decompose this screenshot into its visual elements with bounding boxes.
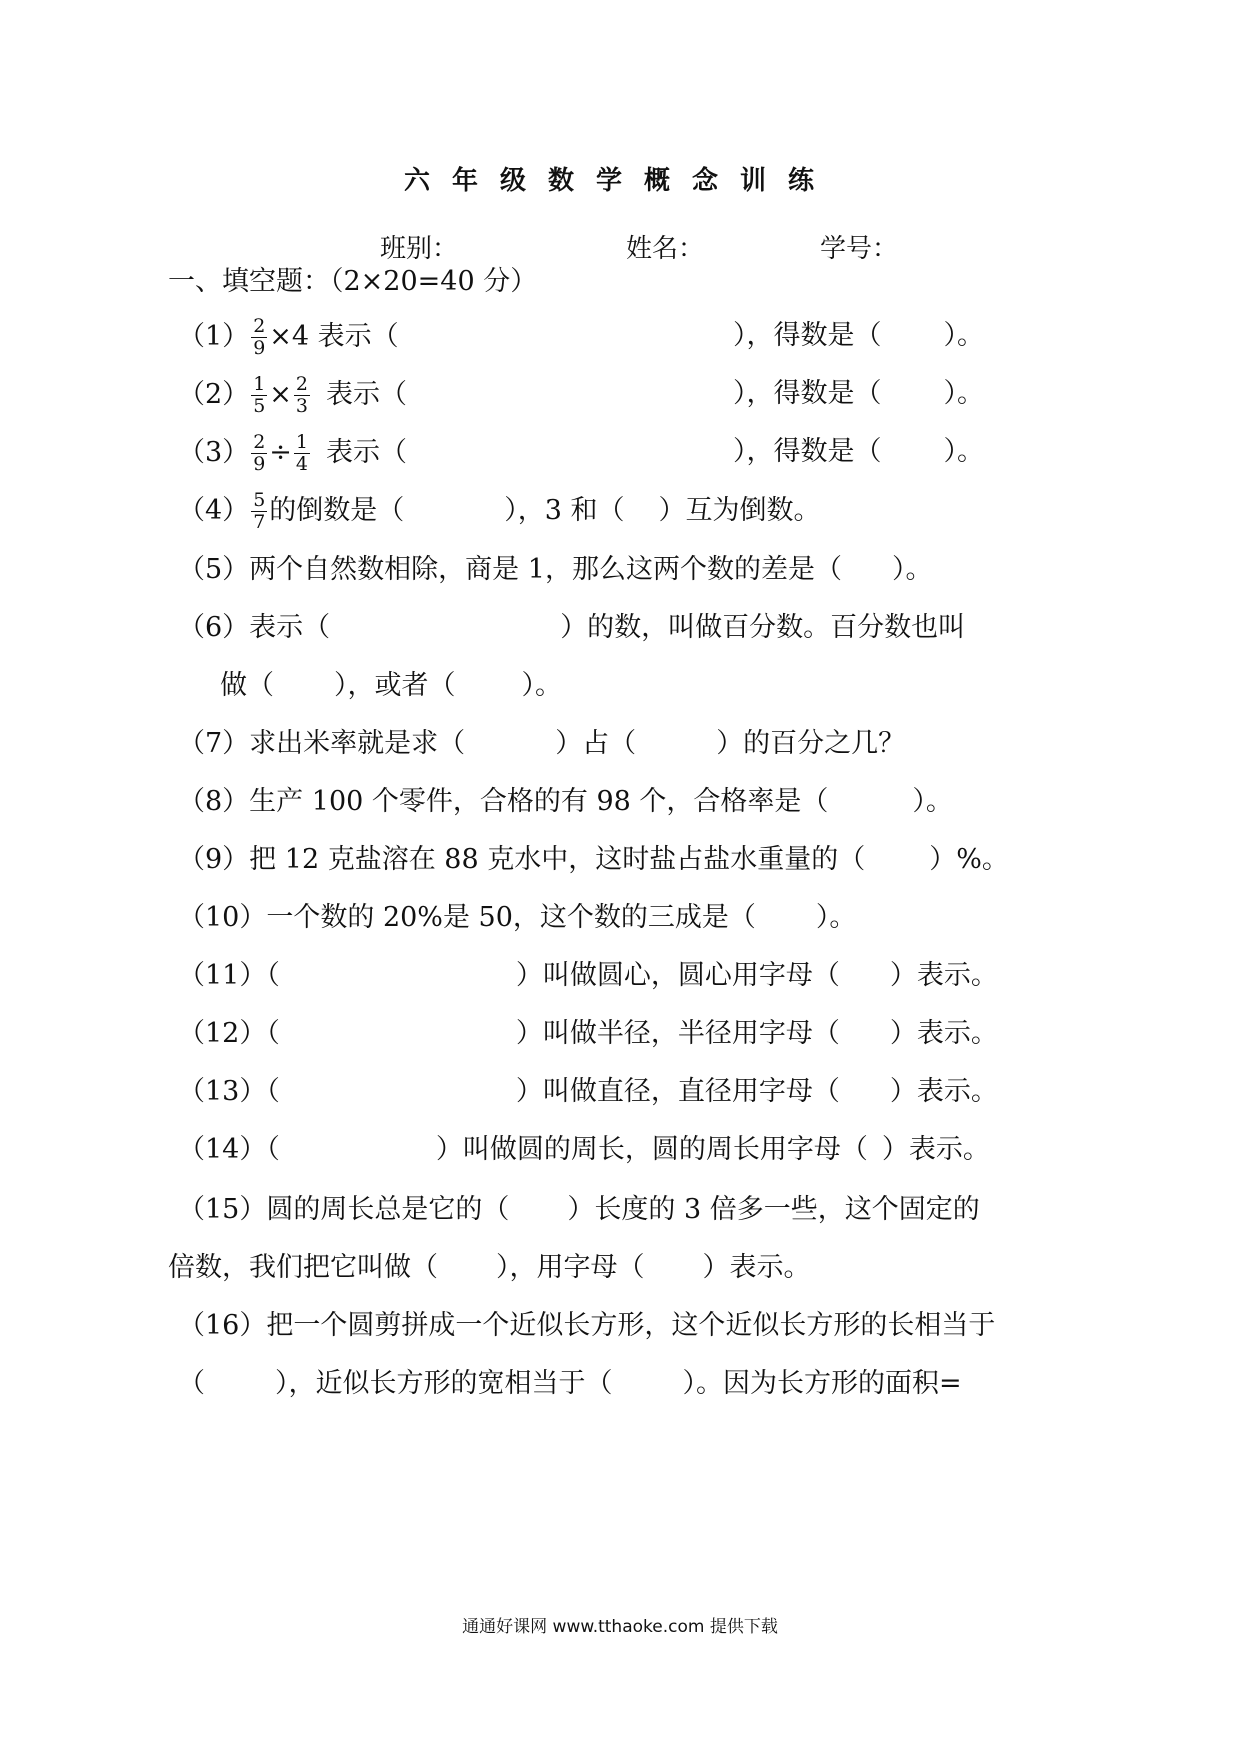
fraction: $\frac{1}{5}$ [253, 373, 266, 417]
question-3-tail: ），得数是（ ）。 [733, 436, 984, 467]
section-heading: 一、填空题：（2×20=40 分） [168, 266, 538, 297]
student-id-label: 学号： [820, 234, 899, 264]
question-8: （8）生产 100 个零件，合格的有 98 个，合格率是（ ）。 [178, 786, 953, 817]
footer-source-text: 通通好课网 www.tthaoke.com 提供下载 [462, 1617, 778, 1637]
question-6: （6）表示（ ）的数，叫做百分数。百分数也叫 [178, 612, 966, 643]
question-14: （14）（ ）叫做圆的周长，圆的周长用字母（ ）表示。 [178, 1134, 990, 1165]
question-12: （12）（ ）叫做半径，半径用字母（ ）表示。 [178, 1018, 998, 1049]
fraction: $\frac{5}{7}$ [253, 489, 266, 533]
class-label: 班别： [380, 234, 459, 264]
question-6-line2: 做（ ），或者（ ）。 [220, 670, 562, 701]
question-13: （13）（ ）叫做直径，直径用字母（ ）表示。 [178, 1076, 998, 1107]
question-5: （5）两个自然数相除，商是 1，那么这两个数的差是（ ）。 [178, 554, 933, 585]
question-15-line2: 倍数，我们把它叫做（ ），用字母（ ）表示。 [168, 1252, 811, 1283]
question-2: （2） $\frac{1}{5}$ × $\frac{2}{3}$ 表示（ [178, 373, 407, 417]
question-16-line2: （ ），近似长方形的宽相当于（ ）。因为长方形的面积= [178, 1368, 962, 1399]
question-4: （4） $\frac{5}{7}$ 的倒数是（ ），3 和（ ）互为倒数。 [178, 489, 821, 533]
page-title: 六年级数学概念训练 [403, 166, 836, 196]
question-1: （1） $\frac{2}{9}$ ×4 表示（ [178, 315, 399, 359]
question-7: （7）求出米率就是求（ ）占（ ）的百分之几？ [178, 728, 906, 759]
fraction: $\frac{2}{9}$ [253, 315, 266, 359]
question-3: （3） $\frac{2}{9}$ ÷ $\frac{1}{4}$ 表示（ [178, 431, 407, 475]
question-9: （9）把 12 克盐溶在 88 克水中，这时盐占盐水重量的（ ）%。 [178, 844, 1009, 875]
question-15: （15）圆的周长总是它的（ ）长度的 3 倍多一些，这个固定的 [178, 1194, 980, 1225]
question-11: （11）（ ）叫做圆心，圆心用字母（ ）表示。 [178, 960, 998, 991]
fraction: $\frac{2}{9}$ [253, 431, 266, 475]
fraction: $\frac{1}{4}$ [295, 431, 308, 475]
question-2-tail: ），得数是（ ）。 [733, 378, 984, 409]
question-10: （10）一个数的 20%是 50，这个数的三成是（ ）。 [178, 902, 857, 933]
question-1-tail: ），得数是（ ）。 [733, 320, 984, 351]
fraction: $\frac{2}{3}$ [295, 373, 308, 417]
name-label: 姓名： [626, 234, 705, 264]
question-16: （16）把一个圆剪拼成一个近似长方形，这个近似长方形的长相当于 [178, 1310, 996, 1341]
